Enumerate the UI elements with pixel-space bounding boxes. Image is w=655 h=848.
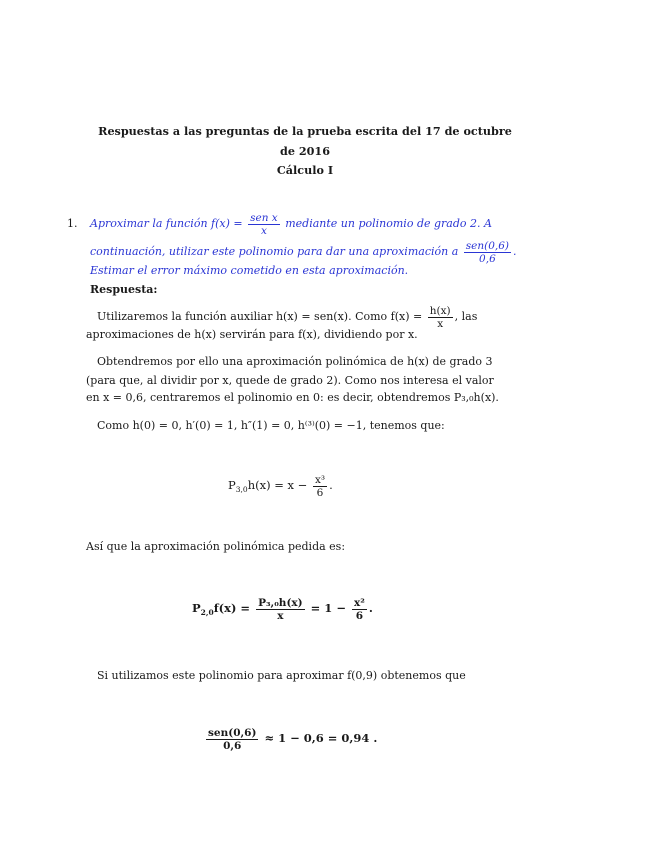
- question-line-1-pre: Aproximar la función f(x) =: [90, 217, 243, 230]
- question-line-2-pre: continuación, utilizar este polinomio para dar una aproximación a: [90, 245, 459, 258]
- doc-title-line1: Respuestas a las preguntas de la prueba escrita del 17 de octubre: [98, 124, 512, 138]
- answer-p1-line1-pre: Utilizaremos la función auxiliar h(x) = sen(x). Como f(x) =: [97, 310, 423, 323]
- question-line-1: [90, 210, 492, 238]
- eq1-lhs-sub: 3,0: [235, 485, 248, 494]
- answer-p1-fraction-num: h(x): [429, 304, 451, 317]
- question-line-1-post: mediante un polinomio de grado 2. A: [285, 217, 492, 230]
- question-fraction-2-num: sen(0,6): [465, 239, 510, 252]
- question-fraction-1-den: x: [260, 224, 267, 237]
- question-fraction-1-num: sen x: [250, 211, 278, 224]
- eq1-mid: h(x) = x −: [247, 478, 308, 492]
- equation-taylor-h: [228, 470, 333, 505]
- answer-p1-line2: aproximaciones de h(x) servirán para f(x), dividiendo por x.: [86, 328, 418, 341]
- question-fraction-2: [464, 240, 511, 265]
- question-line-2: [90, 238, 517, 266]
- equation-approximation: [204, 723, 377, 753]
- answer-p2-line3: en x = 0,6, centraremos el polinomio en 0: es decir, obtendremos P₃,₀h(x).: [86, 391, 499, 404]
- question-line-2-post: .: [513, 245, 517, 258]
- equation-taylor-f: [192, 593, 373, 628]
- eq2-fraction-2-num: x²: [353, 596, 365, 609]
- answer-p1-fraction: [428, 305, 453, 330]
- eq2-mid: = 1 −: [310, 601, 346, 615]
- doc-title-line2: de 2016: [280, 144, 330, 158]
- eq1-fraction-den: 6: [316, 486, 324, 499]
- eq2-end: .: [368, 601, 373, 615]
- eq2-lhs-post: f(x) =: [213, 601, 251, 615]
- eq2-fraction-1-num: P₃,₀h(x): [258, 596, 303, 609]
- eq2-lhs-sub: 2,0: [200, 608, 214, 617]
- eq1-lhs: P: [228, 478, 236, 492]
- course-title: Cálculo I: [276, 163, 334, 177]
- eq2-lhs: P: [192, 601, 201, 615]
- eq1-fraction-num: x³: [314, 473, 326, 486]
- eq3-fraction-num: sen(0,6): [208, 726, 257, 739]
- question-fraction-1: [248, 212, 280, 237]
- answer-p5: Si utilizamos este polinomio para aproximar f(0,9) obtenemos que: [97, 669, 466, 682]
- question-number: 1.: [67, 217, 78, 230]
- eq2-fraction-2-den: 6: [355, 609, 364, 622]
- eq3-fraction-den: 0,6: [223, 739, 242, 752]
- eq1-fraction: [313, 474, 327, 499]
- answer-p2-line2: (para que, al dividir por x, quede de grado 2). Como nos interesa el valor: [86, 374, 494, 387]
- eq2-fraction-1-den: x: [277, 609, 284, 622]
- question-fraction-2-den: 0,6: [479, 252, 496, 265]
- eq3-fraction: [206, 727, 258, 752]
- answer-p1-line1-post: , las: [454, 310, 478, 323]
- answer-p1-line1: [97, 303, 477, 331]
- eq1-end: .: [329, 478, 333, 492]
- answer-heading: Respuesta:: [90, 283, 158, 296]
- eq3-rest: ≈ 1 − 0,6 = 0,94 .: [264, 731, 378, 745]
- answer-p1-fraction-den: x: [437, 317, 444, 330]
- answer-p4: Así que la aproximación polinómica pedida es:: [86, 540, 346, 553]
- eq2-fraction-1: [256, 597, 305, 622]
- eq2-fraction-2: [352, 597, 367, 622]
- question-line-3: Estimar el error máximo cometido en esta aproximación.: [90, 264, 409, 277]
- answer-p3: Como h(0) = 0, h′(0) = 1, h″(1) = 0, h⁽³⁾(0) = −1, tenemos que:: [97, 419, 445, 432]
- answer-p2-line1: Obtendremos por ello una aproximación polinómica de h(x) de grado 3: [97, 355, 493, 368]
